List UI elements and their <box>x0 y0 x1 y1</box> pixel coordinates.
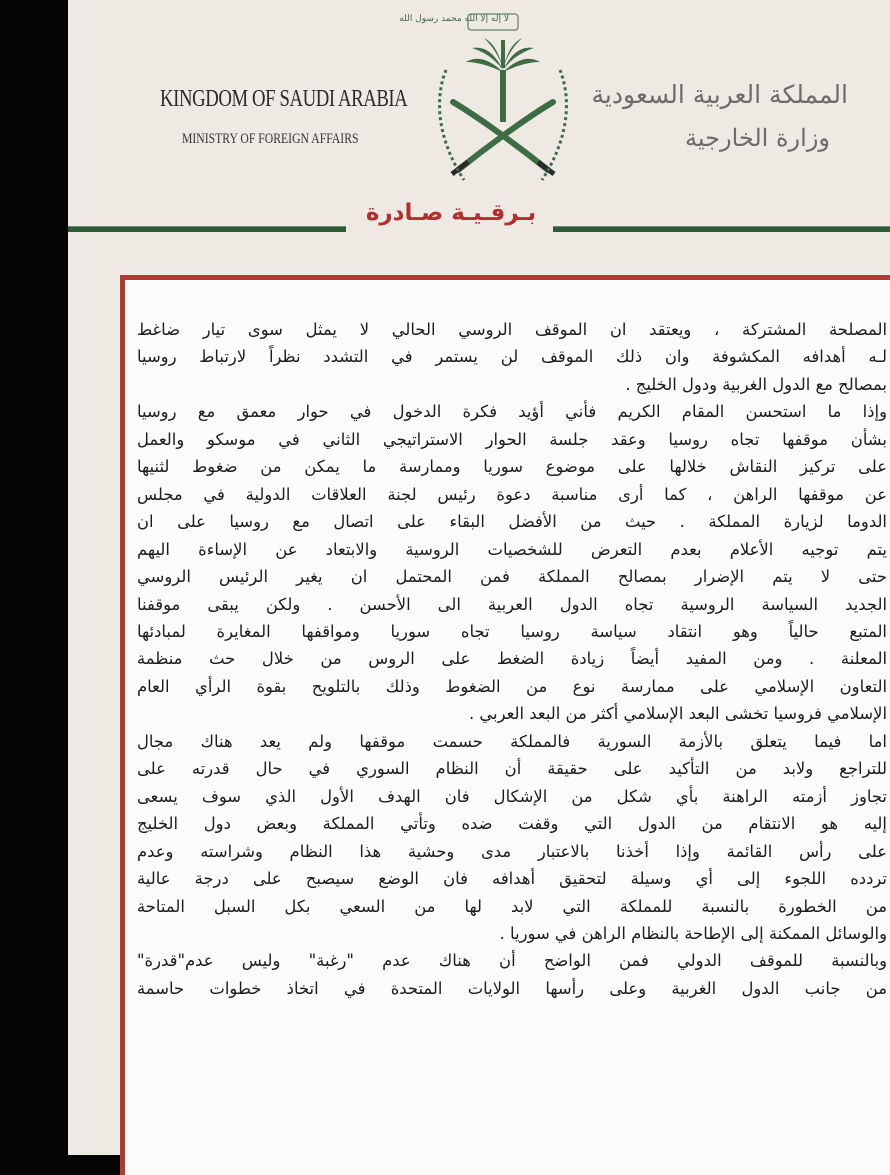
english-subtitle: MINISTRY OF FOREIGN AFFAIRS <box>182 131 359 147</box>
body-line: وإذا ما استحسن المقام الكريم فأني أؤيد فكرة الدخول في حوار معمق مع روسيا <box>137 402 887 422</box>
saudi-emblem-icon <box>399 10 578 200</box>
header-rule-right <box>553 226 890 232</box>
body-line: عن موقفها الراهن ، كما أرى مناسبة دعوة رئيس لجنة العلاقات الدولية في مجلس <box>137 484 887 504</box>
body-line: من الخطورة بالنسبة للمملكة التي لابد لها من السعي بكل السبل المتاحة <box>137 896 887 916</box>
body-line: المصلحة المشتركة ، ويعتقد ان الموقف الروسي الحالي لا يمثل سوى تيار ضاغط <box>137 320 887 339</box>
body-line: تجاوز أزمته الراهنة بأي شكل من الإشكال فان الهدف الأول الذي سوف يسعى <box>137 786 887 806</box>
body-line: التعاون الإسلامي على ممارسة نوع من الضغوط وذلك بالتلويح بقوة الرأي العام <box>137 676 887 696</box>
body-line: على تركيز النقاش خلالها على موضوع سوريا وممارسة ما يمكن من ضغوط لثنيها <box>137 457 887 477</box>
arabic-subtitle: وزارة الخارجية <box>685 124 830 152</box>
body-line: المعلنة . ومن المفيد أيضاً زيادة الضغط على الروس من خلال حث منظمة <box>137 649 887 669</box>
body-line: لـه أهدافه المكشوفة وان ذلك الموقف لن يستمر في التشدد نظراً لارتباط روسيا <box>137 347 887 367</box>
body-line: اما فيما يتعلق بالأزمة السورية فالمملكة حسمت موقفها ولم يعد هناك مجال <box>137 731 887 751</box>
body-line: حتى لا يتم الإضرار بمصالح المملكة فمن المحتمل ان يغير الرئيس الروسي <box>137 567 887 587</box>
body-line: على رأس القائمة وإذا أخذنا بالاعتبار مدى وحشية هذا النظام وشراسته وعدم <box>137 841 887 861</box>
body-line: الإسلامي فروسيا تخشى البعد الإسلامي أكثر من البعد العربي . <box>468 704 887 724</box>
body-line: الدوما لزيارة المملكة . حيث من الأفضل البقاء على اتصال مع روسيا على ان <box>137 512 887 532</box>
document-frame <box>120 275 890 1175</box>
emblem-shahada: لا إله إلا الله محمد رسول الله <box>399 14 509 24</box>
english-title: KINGDOM OF SAUDI ARABIA <box>160 86 408 112</box>
body-line: المتبع حالياً وهو انتقاد سياسة روسيا تجاه سوريا ومواقفها المغايرة لمبادئها <box>137 621 887 641</box>
header-rule-left <box>68 226 346 232</box>
arabic-title: المملكة العربية السعودية <box>591 80 848 109</box>
body-line: من جانب الدول الغربية وعلى رأسها الولايات المتحدة في اتخاذ خطوات حاسمة <box>137 978 887 998</box>
document-page <box>68 0 890 1155</box>
body-line: إليه هو الانتقام من الدول التي وقفت ضده وتأتي المملكة وبعض دول الخليج <box>137 814 887 834</box>
body-line: الجديد السياسة الروسية تجاه الدول العربية الى الأحسن . ولكن يبقى موقفنا <box>137 594 887 614</box>
body-line: يتم توجيه الأعلام بعدم التعرض للشخصيات الروسية والابتعاد عن الإساءة اليهم <box>137 539 887 559</box>
body-line: بمصالح مع الدول الغربية ودول الخليج . <box>625 374 887 394</box>
body-line: تردده اللجوء إلى أي وسيلة لتحقيق أهدافه فان الوضع سيصبح على درجة عالية <box>137 869 887 889</box>
body-text <box>137 316 887 1002</box>
body-line: وبالنسبة للموقف الدولي فمن الواضح أن هناك عدم "رغبة" وليس عدم"قدرة" <box>137 951 887 971</box>
body-line: للتراجع ولابد من التأكيد على حقيقة أن النظام السوري في حال قدرته على <box>137 759 887 779</box>
body-line: بشأن موقفها تجاه روسيا وعقد جلسة الحوار الاستراتيجي الثاني في موسكو والعمل <box>137 429 887 449</box>
cable-title: بـرقـيـة صـادرة <box>365 200 537 226</box>
body-line: والوسائل الممكنة إلى الإطاحة بالنظام الراهن في سوريا . <box>499 923 887 943</box>
letterhead <box>68 0 890 245</box>
